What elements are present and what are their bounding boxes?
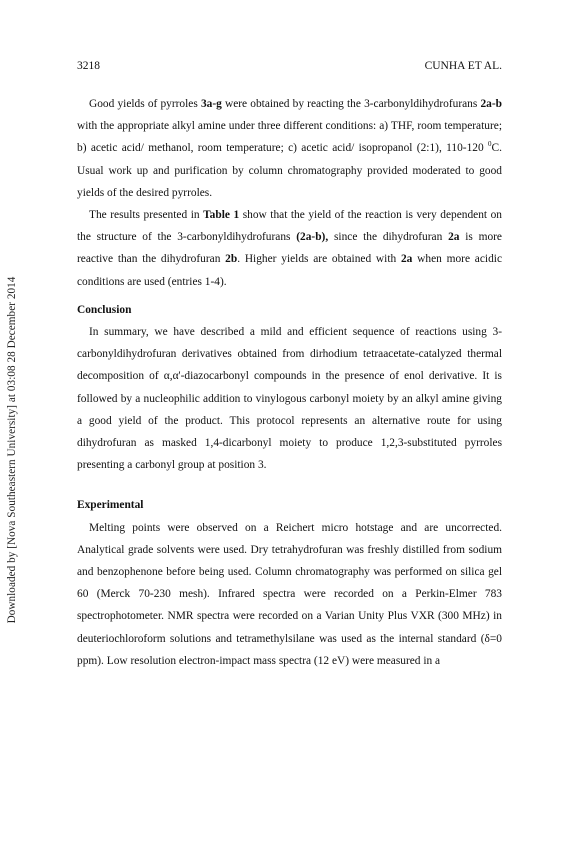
compound-label: 2a-b bbox=[480, 98, 502, 110]
running-head: CUNHA ET AL. bbox=[424, 60, 502, 72]
text-run: . Higher yields are obtained with bbox=[237, 253, 401, 266]
text-run: show that the yield of the reaction is very dependent on the structure of the 3-carbonyldihydrofurans bbox=[77, 209, 502, 244]
article-body bbox=[77, 93, 502, 672]
download-notice-sidebar bbox=[0, 0, 24, 864]
paragraph-pyrrole-yields bbox=[77, 93, 502, 204]
conclusion-paragraph: In summary, we have described a mild and efficient sequence of reactions using 3-carbonyldihydrofuran derivatives obtained from dirhodium tetraacetate-catalyzed thermal decomposition of α,α'-diazocarbonyl compounds in the presence of enol derivative. It is followed by a nucleophilic addition to vinylogous carbonyl moiety by an alkyl amine giving a good yield of the product. This protocol represents an alternative route for using dihydrofuran as masked 1,4-dicarbonyl moiety to produce 1,2,3-substituted pyrroles presenting a carbonyl group at position 3. bbox=[77, 326, 502, 472]
table-reference: Table 1 bbox=[203, 209, 240, 222]
degree-superscript: 0 bbox=[488, 140, 492, 149]
page-number: 3218 bbox=[77, 60, 100, 72]
conclusion-heading: Conclusion bbox=[77, 303, 132, 316]
compound-label: 2a bbox=[400, 253, 413, 266]
text-run: with the appropriate alkyl amine under three different conditions: a) THF, room temperature; b) acetic acid/ methanol, room temperature; c) acetic acid/ isopropanol (2:1), 110-120 bbox=[77, 120, 502, 155]
download-notice: Downloaded by [Nova Southeastern University] at 03:08 28 December 2014 bbox=[6, 276, 18, 624]
experimental-paragraph: Melting points were observed on a Reichert micro hotstage and are uncorrected. Analytical grade solvents were used. Dry tetrahydrofuran was freshly distilled from sodium and benzophenone before being used. Column chromatography was performed on silica gel 60 (Merck 70-230 mesh). Infrared spectra were recorded on a Perkin-Elmer 783 spectrophotometer. NMR spectra were recorded on a Varian Unity Plus VXR (300 MHz) in deuteriochloroform solutions and tetramethylsilane was used as the internal standard (δ=0 ppm). Low resolution electron-impact mass spectra (12 eV) were measured in a bbox=[77, 521, 502, 667]
page-header bbox=[77, 60, 502, 76]
paragraph-table-results bbox=[77, 204, 502, 293]
compound-label: 3a-g bbox=[200, 98, 222, 110]
section-spacer bbox=[77, 476, 502, 494]
text-run: when more acidic conditions are used (entries 1-4). bbox=[77, 253, 502, 288]
text-run: were obtained by reacting the 3-carbonyldihydrofurans bbox=[221, 98, 481, 110]
compound-label: (2a-b), bbox=[296, 231, 329, 244]
text-run: since the dihydrofuran bbox=[328, 231, 449, 244]
experimental-heading: Experimental bbox=[77, 499, 144, 512]
text-run: Good yields of pyrroles bbox=[89, 98, 201, 110]
text-run: C. Usual work up and purification by column chromatography provided moderated to good yields of the desired pyrroles. bbox=[77, 142, 502, 199]
compound-label: 2a bbox=[448, 231, 460, 244]
text-run: is more reactive than the dihydrofuran bbox=[77, 231, 502, 266]
text-run: The results presented in bbox=[89, 209, 204, 222]
compound-label: 2b bbox=[225, 253, 238, 266]
